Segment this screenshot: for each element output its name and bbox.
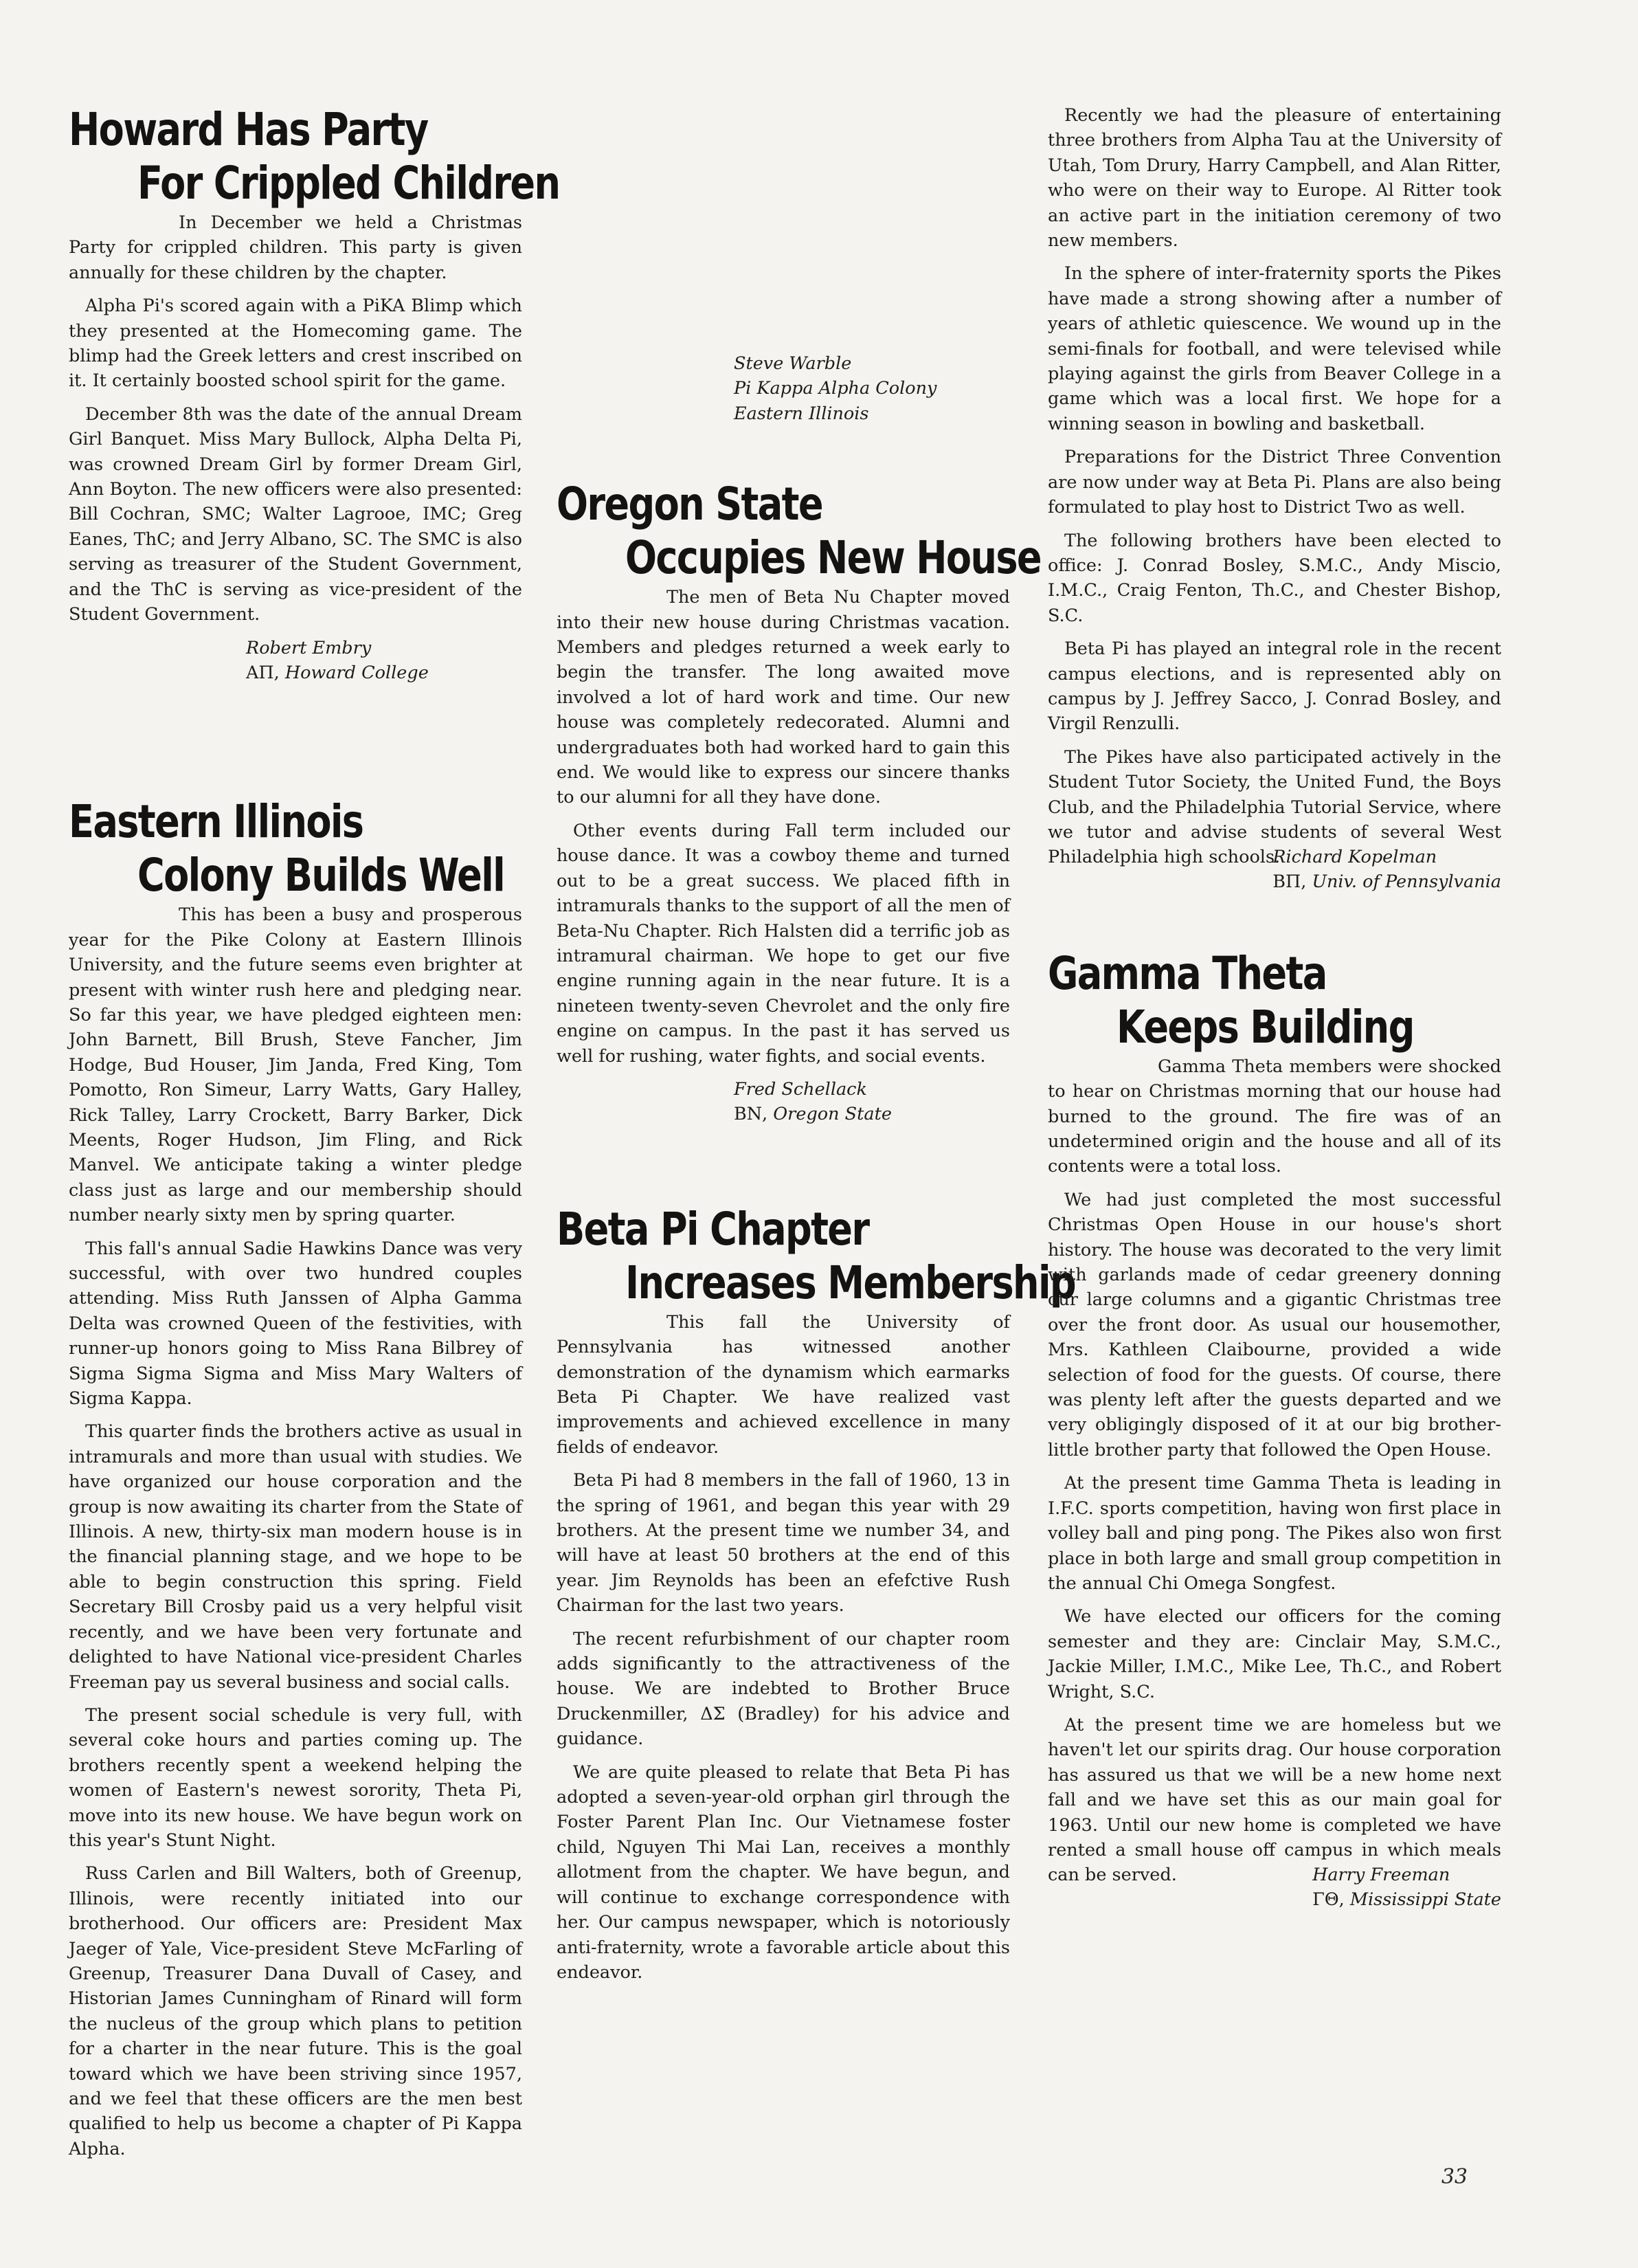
chapter-greek-letters: ΓΘ, <box>1312 1889 1345 1911</box>
paragraph: The recent refurbishment of our chapter room adds significantly to the attractiveness of the house. We are indebted to Brother Bruce Druckenmiller, ΔΣ (Bradley) for his advice and guidance. <box>557 1628 1010 1750</box>
paragraph: Alpha Pi's scored again with a PiKA Blimp which they presented at the Homecoming game. The blimp had the Greek letters and crest inscribed on it. It certainly boosted school spirit for the game. <box>69 296 522 392</box>
article-gamma-theta <box>1048 946 1501 1911</box>
paragraph: The present social schedule is very full, with several coke hours and parties coming up. The brothers recently spent a weekend helping the women of Eastern's newest sorority, Theta Pi, move into its new house. We have begun work on this year's Stunt Night. <box>69 1704 522 1851</box>
signature-author: Richard Kopelman <box>1272 846 1437 867</box>
signature-line-2: Pi Kappa Alpha Colony <box>734 378 937 399</box>
paragraph: At the present time Gamma Theta is leading in I.F.C. sports competition, having won first place in volley ball and ping pong. The Pikes also won first place in both large and small group competition in the annual Chi Omega Songfest. <box>1048 1473 1501 1594</box>
article-howard <box>69 103 560 685</box>
paragraph: We are quite pleased to relate that Beta Pi has adopted a seven-year-old orphan girl through the Foster Parent Plan Inc. Our Vietnamese foster child, Nguyen Thi Mai Lan, receives a monthly allotment from the chapter. We have begun, and will continue to exchange correspondence with her. Our campus newspaper, which is notoriously anti-fraternity, wrote a favorable article about this endeavor. <box>557 1761 1010 1983</box>
paragraph: Preparations for the District Three Convention are now under way at Beta Pi. Plans are also being formulated to play host to District Two as well. <box>1048 447 1501 518</box>
column-1 <box>69 103 560 2175</box>
paragraph: This fall the University of Pennsylvania has witnessed another demonstration of the dynamism which earmarks Beta Pi Chapter. We have realized vast improvements and achieved excellence in many fields of endeavor. <box>557 1311 1010 1458</box>
signature-author: Harry Freeman <box>1312 1864 1450 1885</box>
paragraph: We had just completed the most successful Christmas Open House in our house's short history. The house was decorated to the very limit with garlands made of cedar greenery donning our large columns and a gigantic Christmas tree over the front door. As usual our housemother, Mrs. Kathleen Claibourne, provided a wide selection of food for the guests. Of course, there was plenty left after the guests departed and we very obligingly disposed of it at our big brother-little brother party that followed the Open House. <box>1048 1189 1501 1460</box>
paragraph: The following brothers have been elected to office: J. Conrad Bosley, S.M.C., Andy Miscio, I.M.C., Craig Fenton, Th.C., and Chester Bishop, S.C. <box>1048 530 1501 626</box>
paragraph: The men of Beta Nu Chapter moved into their new house during Christmas vacation. Members and pledges returned a week early to begin the transfer. The long awaited move involved a lot of hard work and time. Our new house was completely redecorated. Alumni and undergraduates both had worked hard to gain this end. We would like to express our sincere thanks to our alumni for all they have done. <box>557 587 1010 808</box>
paragraph: This has been a busy and prosperous year for the Pike Colony at Eastern Illinois University, and the future seems even brighter at present with winter rush here and pledging near. So far this year, we have pledged eighteen men: John Barnett, Bill Brush, Steve Fancher, Jim Hodge, Bud Houser, Jim Janda, Fred King, Tom Pomotto, Ron Simeur, Larry Watts, Gary Halley, Rick Talley, Larry Crockett, Barry Barker, Dick Meents, Roger Hudson, Jim Fling, and Rick Manvel. We anticipate taking a winter pledge class just as large and our membership should number nearly sixty men by spring quarter. <box>69 904 522 1226</box>
paragraph: Beta Pi has played an integral role in the recent campus elections, and is represented ably on campus by J. Jeffrey Sacco, J. Conrad Bosley, and Virgil Renzulli. <box>1048 638 1501 735</box>
paragraph: Other events during Fall term included our house dance. It was a cowboy theme and turned out to be a great success. We placed fifth in intramurals thanks to the support of all the men of Beta-Nu Chapter. Rich Halsten did a terrific job as intramural chairman. We hope to get our five engine running again in the near future. It is a nineteen twenty-seven Chevrolet and the only fire engine on campus. In the past it has served us well for rushing, water fights, and social events. <box>557 820 1010 1067</box>
page-number: 33 <box>1441 2165 1468 2189</box>
article-oregon-state <box>557 478 1041 1127</box>
signature-chapter <box>734 1102 1010 1126</box>
signature-chapter <box>1272 869 1501 894</box>
signature-chapter <box>1312 1887 1501 1912</box>
paragraph: Russ Carlen and Bill Walters, both of Greenup, Illinois, were recently initiated into our brotherhood. Our officers are: President Max Jaeger of Yale, Vice-president Steve McFarling of Greenup, Treasurer Dana Duvall of Casey, and Historian James Cunningham of Rinard will form the nucleus of the group which plans to petition for a charter in the near future. This is the goal toward which we have been striving since 1957, and we feel that these officers are the men best qualified to help us become a chapter of Pi Kappa Alpha. <box>69 1863 522 2159</box>
paragraph: Beta Pi had 8 members in the fall of 1960, 13 in the spring of 1961, and began this year with 29 brothers. At the present time we number 34, and will have at least 50 brothers at the end of this year. Jim Reynolds has been an efefctive Rush Chairman for the last two years. <box>557 1470 1010 1616</box>
article-beta-pi <box>557 1202 1075 1986</box>
signature-author: Fred Schellack <box>734 1078 867 1100</box>
chapter-school: Univ. of Pennsylvania <box>1312 871 1501 893</box>
paragraph: Gamma Theta members were shocked to hear on Christmas morning that our house had burned to the ground. The fire was of an undetermined origin and the house and all of its contents were a total loss. <box>1048 1056 1501 1177</box>
chapter-school: Howard College <box>284 662 429 683</box>
signature-block <box>1312 1863 1501 1913</box>
column-2 <box>557 103 1075 1999</box>
article-eastern-illinois <box>69 795 522 2161</box>
signature-block <box>1272 845 1501 895</box>
paragraph: Recently we had the pleasure of entertaining three brothers from Alpha Tau at the University of Utah, Tom Drury, Harry Campbell, and Alan Ritter, who were on their way to Europe. Al Ritter took an active part in the initiation ceremony of two new members. <box>1048 105 1501 252</box>
article-title-line-1: Beta Pi Chapter <box>557 1202 869 1256</box>
paragraph-with-signature <box>1048 745 1501 893</box>
signature-author: Steve Warble <box>734 353 852 374</box>
chapter-school: Oregon State <box>773 1104 892 1125</box>
chapter-greek-letters: ΒΠ, <box>1272 871 1307 893</box>
article-title-line-2: For Crippled Children <box>137 157 560 210</box>
paragraph: This fall's annual Sadie Hawkins Dance was very successful, with over two hundred couples attending. Miss Ruth Janssen of Alpha Gamma Delta was crowned Queen of the festivities, with runner-up honors going to Miss Rana Bilbrey of Sigma Sigma Sigma and Miss Mary Walters of Sigma Kappa. <box>69 1238 522 1410</box>
article-title-line-2: Colony Builds Well <box>137 849 505 902</box>
paragraph: At the present time we are homeless but we haven't let our spirits drag. Our house corporation has assured us that we will be a new home next fall and we have set this as our main goal for 1963. Until our new home is completed we have rented a small house off campus in which meals can be served. <box>1048 1714 1501 1886</box>
article-title-line-2: Increases Membership <box>625 1256 1075 1309</box>
chapter-greek-letters: ΑΠ, <box>246 662 280 683</box>
chapter-greek-letters: ΒΝ, <box>734 1104 768 1125</box>
paragraph: In the sphere of inter-fraternity sports the Pikes have made a strong showing after a number of years of athletic quiescence. We wound up in the semi-finals for football, and were televised while playing against the girls from Beaver College in a game which was a local first. We hope for a winning season in bowling and basketball. <box>1048 263 1501 434</box>
article-title-line-1: Eastern Illinois <box>69 795 363 849</box>
article-title-line-2: Occupies New House <box>625 531 1041 585</box>
article-title-line-1: Oregon State <box>557 478 822 531</box>
signature-author: Robert Embry <box>246 637 372 658</box>
article-title-line-1: Gamma Theta <box>1048 946 1327 1000</box>
chapter-school: Mississippi State <box>1349 1889 1501 1911</box>
paragraph: In December we held a Christmas Party for crippled children. This party is given annually for these children by the chapter. <box>69 212 522 283</box>
article-title-line-2: Keeps Building <box>1117 1000 1414 1054</box>
article-title-line-1: Howard Has Party <box>69 103 428 156</box>
signature-line-3: Eastern Illinois <box>734 403 869 424</box>
column-3 <box>1048 103 1501 1911</box>
paragraph: The Pikes have also participated actively in the Student Tutor Society, the United Fund, the Boys Club, and the Philadelphia Tutorial Service, where we tutor and advise students of several West Philadelphia high schools. <box>1048 746 1501 868</box>
paragraph-with-signature <box>1048 1713 1501 1911</box>
signature-chapter <box>246 660 522 685</box>
paragraph: This quarter finds the brothers active as usual in intramurals and more than usual with studies. We have organized our house corporation and the group is now awaiting its charter from the State of Illinois. A new, thirty-six man modern house is in the financial planning stage, and we hope to be able to begin construction this spring. Field Secretary Bill Crosby paid us a very helpful visit recently, and we have been very fortunate and delighted to have National vice-president Charles Freeman pay us several business and social calls. <box>69 1421 522 1693</box>
paragraph: We have elected our officers for the coming semester and they are: Cinclair May, S.M.C., Jackie Miller, I.M.C., Mike Lee, Th.C., and Robert Wright, S.C. <box>1048 1606 1501 1702</box>
paragraph: December 8th was the date of the annual Dream Girl Banquet. Miss Mary Bullock, Alpha Delta Pi, was crowned Dream Girl by former Dream Girl, Ann Boyton. The new officers were also presented: Bill Cochran, SMC; Walter Lagrooe, IMC; Greg Eanes, ThC; and Jerry Albano, SC. The SMC is also serving as treasurer of the Student Government, and the ThC is serving as vice-president of the Student Government. <box>69 403 522 625</box>
